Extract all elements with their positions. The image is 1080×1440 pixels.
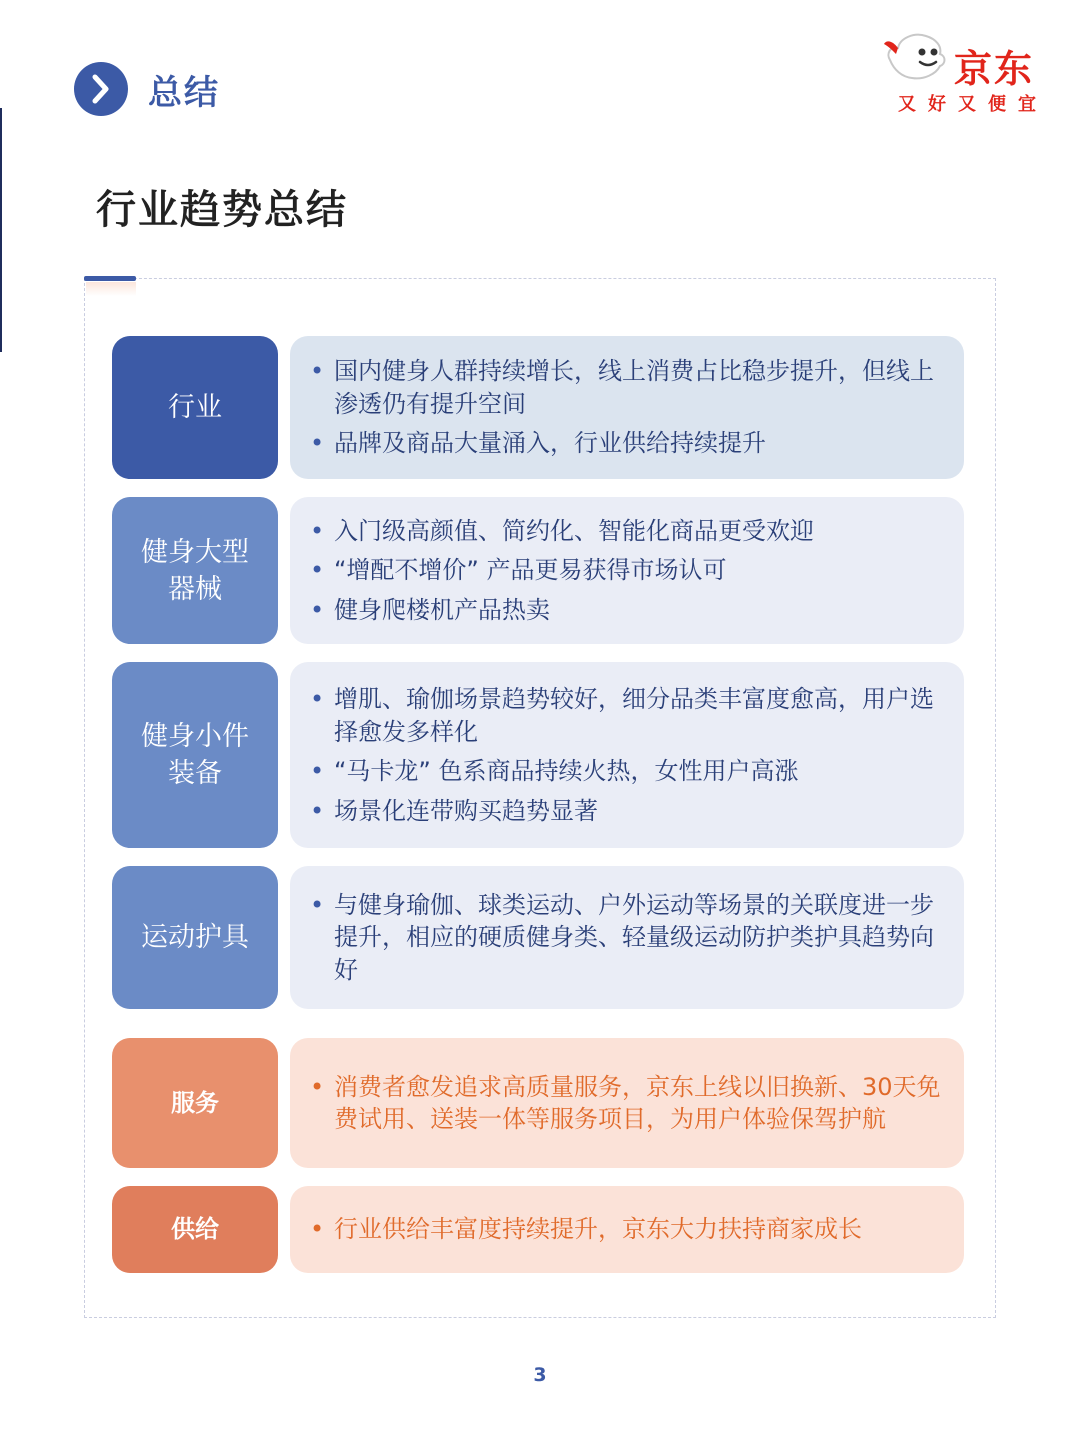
bullet-item: • 消费者愈发追求高质量服务，京东上线以旧换新、30天免费试用、送装一体等服务项目，为用户体验保驾护航: [310, 1071, 942, 1136]
summary-row-supply: [112, 1186, 964, 1273]
page-number: 3: [533, 1364, 547, 1386]
bullet-list: [310, 683, 942, 827]
category-label: 供给: [112, 1186, 278, 1273]
bullet-list: [310, 889, 942, 987]
category-label: 行业: [112, 336, 278, 479]
chevron-right-icon: [74, 62, 128, 116]
category-label: 服务: [112, 1038, 278, 1168]
category-description: [290, 662, 964, 848]
summary-row-service: [112, 1038, 964, 1168]
category-label: 健身大型 器械: [112, 497, 278, 644]
bullet-item: • 国内健身人群持续增长，线上消费占比稳步提升，但线上渗透仍有提升空间: [310, 355, 942, 420]
bullet-item: • 与健身瑜伽、球类运动、户外运动等场景的关联度进一步提升，相应的硬质健身类、轻量级运动防护类护具趋势向好: [310, 889, 942, 987]
bullet-list: [310, 515, 942, 627]
frame-accent-shade: [86, 282, 136, 296]
bullet-item: • 品牌及商品大量涌入，行业供给持续提升: [310, 427, 942, 460]
summary-row-small-equipment: [112, 662, 964, 848]
bullet-list: [310, 1071, 942, 1136]
bullet-item: • 行业供给丰富度持续提升，京东大力扶持商家成长: [310, 1213, 942, 1246]
page-title: 行业趋势总结: [96, 187, 348, 233]
frame-accent-bar: [84, 276, 136, 281]
bullet-item: • 场景化连带购买趋势显著: [310, 795, 942, 828]
category-description: [290, 336, 964, 479]
bullet-item: • 健身爬楼机产品热卖: [310, 594, 942, 627]
summary-row-industry: [112, 336, 964, 479]
bullet-item: • “马卡龙” 色系商品持续火热，女性用户高涨: [310, 755, 942, 788]
bullet-item: • “增配不增价” 产品更易获得市场认可: [310, 554, 942, 587]
bullet-item: • 入门级高颜值、简约化、智能化商品更受欢迎: [310, 515, 942, 548]
logo-slogan: 又好又便宜: [898, 94, 1048, 115]
category-description: [290, 1186, 964, 1273]
bullet-item: • 增肌、瑜伽场景趋势较好，细分品类丰富度愈高，用户选择愈发多样化: [310, 683, 942, 748]
category-label: 健身小件 装备: [112, 662, 278, 848]
left-edge-rule: [0, 108, 2, 352]
logo-name: 京东: [954, 47, 1035, 91]
summary-row-large-equipment: [112, 497, 964, 644]
category-description: [290, 1038, 964, 1168]
category-label: 运动护具: [112, 866, 278, 1009]
jd-dog-mascot-icon: [884, 30, 950, 86]
bullet-list: [310, 355, 942, 460]
category-description: [290, 497, 964, 644]
jd-logo: [884, 30, 1054, 114]
section-header: [74, 62, 220, 116]
section-title: 总结: [148, 72, 220, 113]
category-description: [290, 866, 964, 1009]
summary-row-protective-gear: [112, 866, 964, 1009]
bullet-list: [310, 1213, 942, 1246]
